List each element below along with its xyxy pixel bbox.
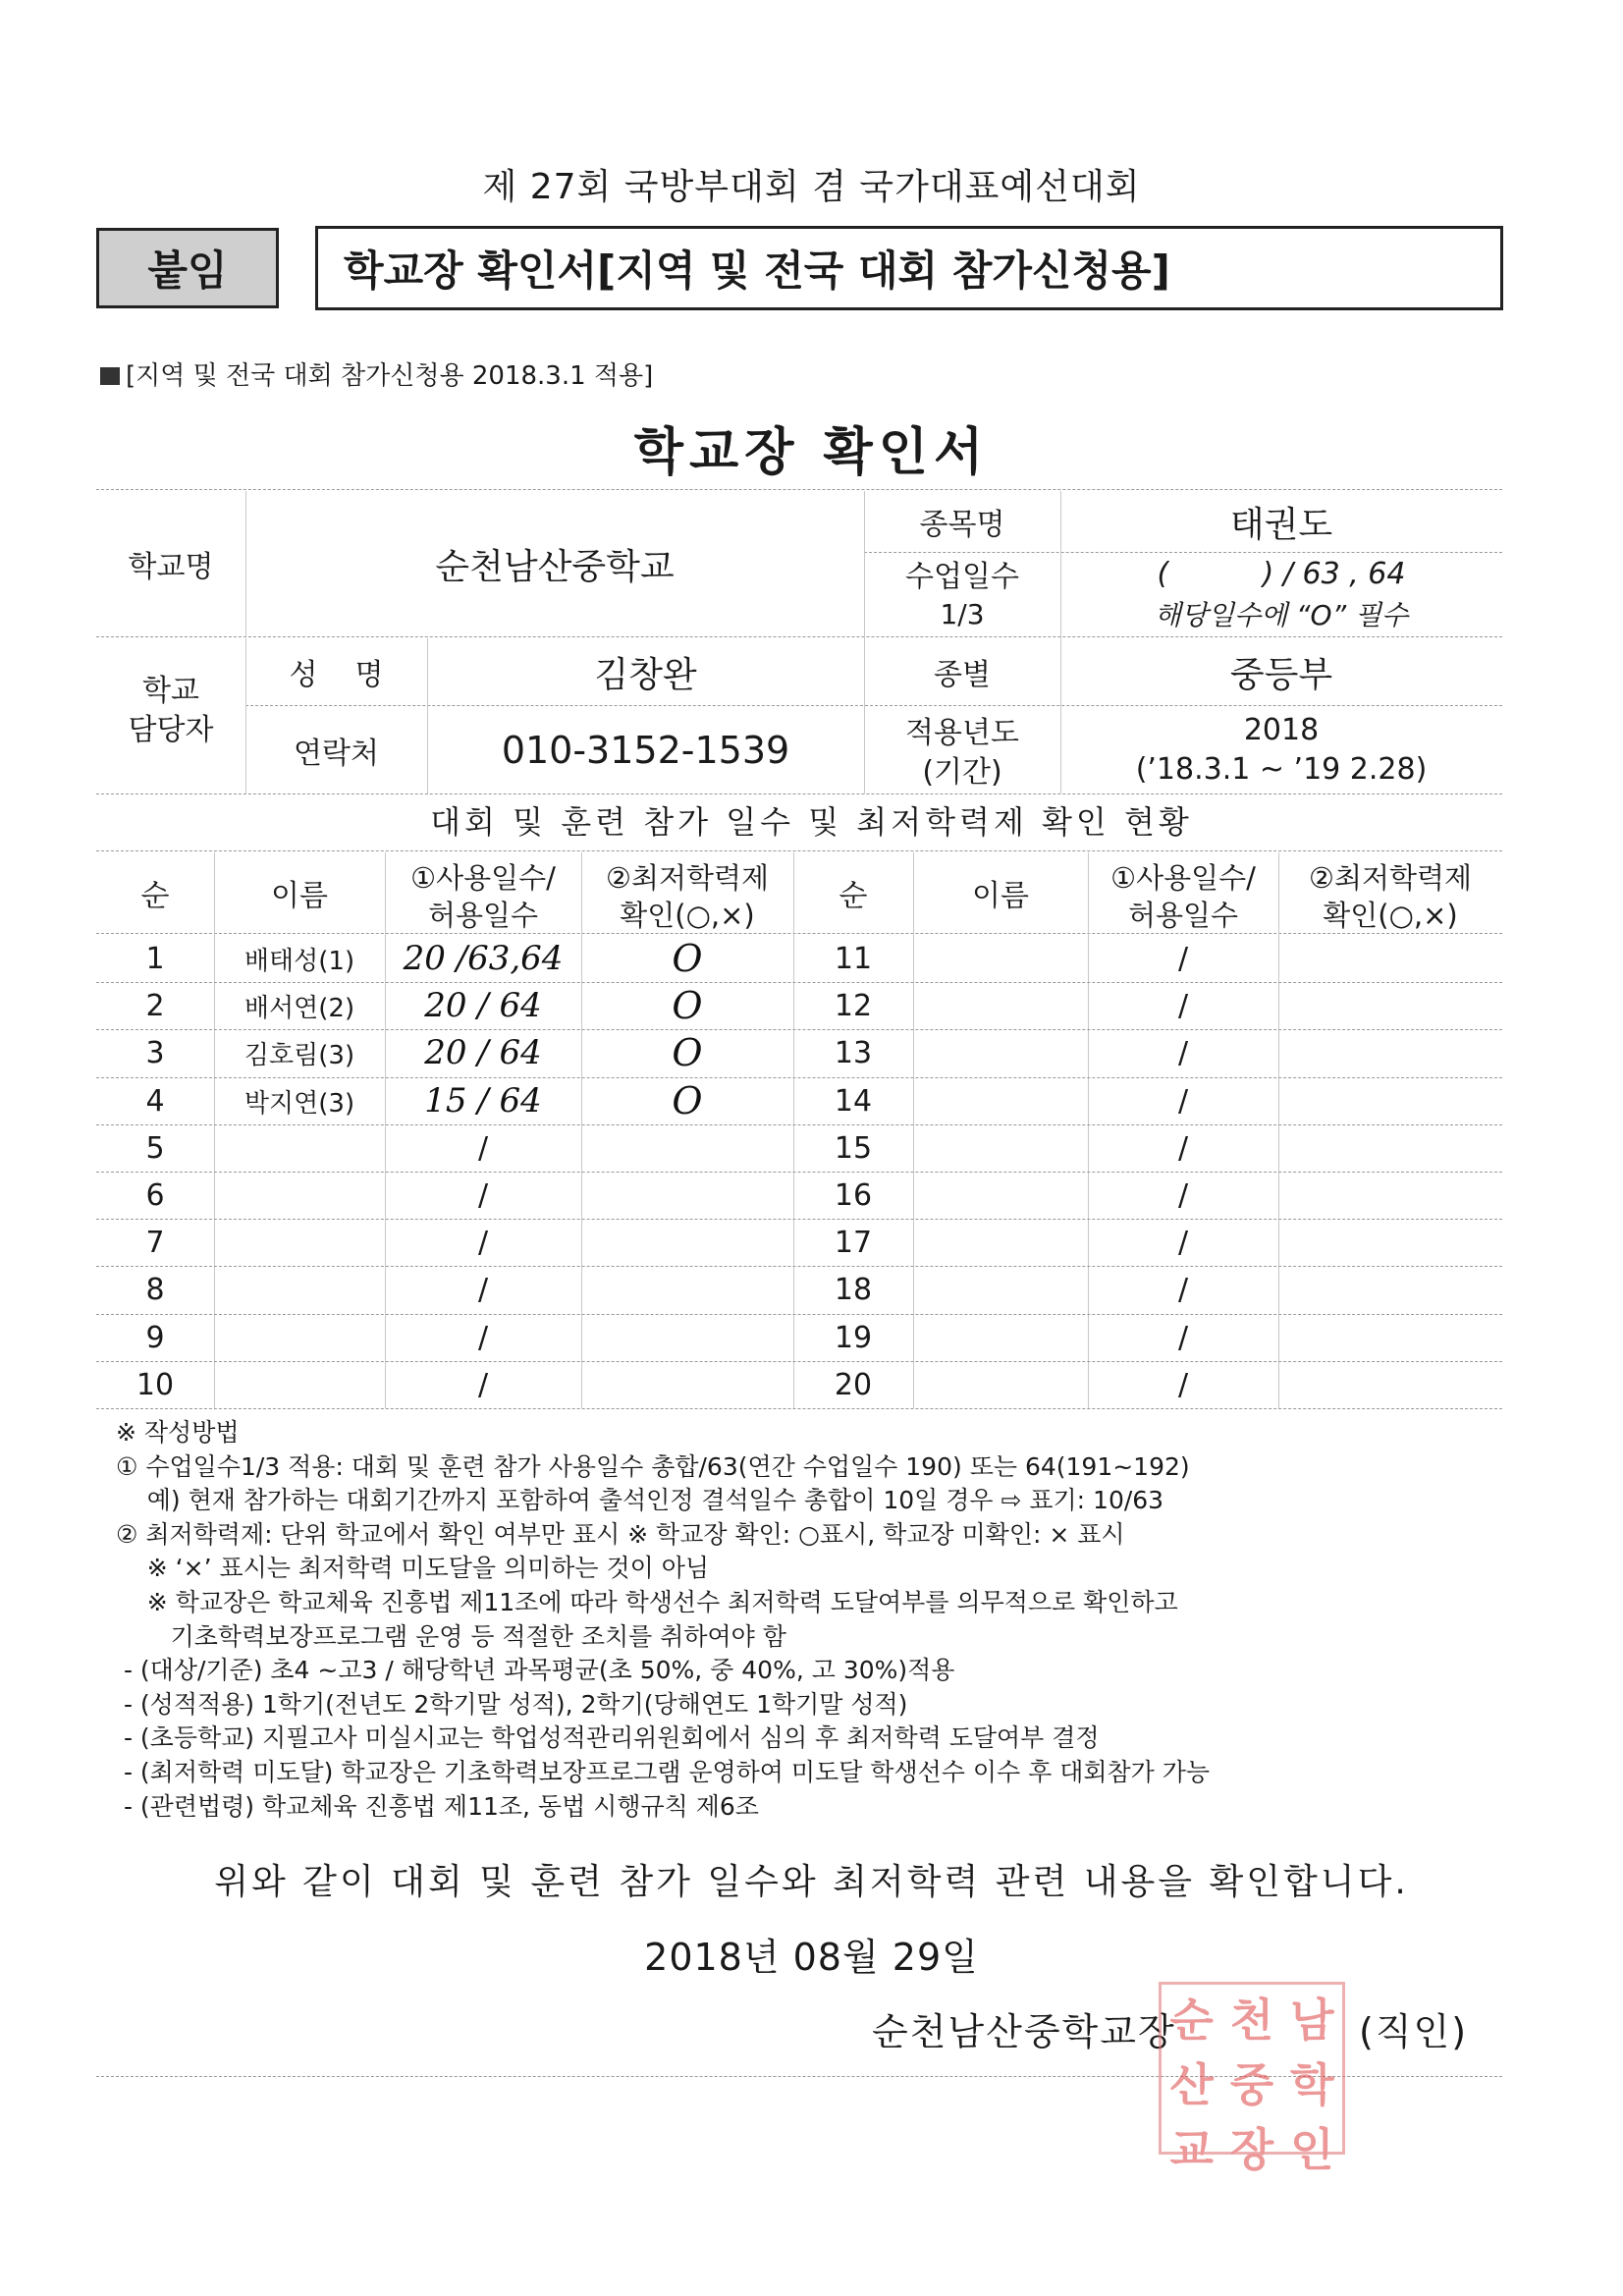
divider (245, 705, 1502, 706)
school-name: 순천남산중학교 (435, 546, 675, 587)
days-used: / (1177, 1177, 1189, 1213)
year-label-2: (기간) (922, 755, 1002, 790)
form-title-box (315, 226, 1503, 310)
days-used: 20 / 64 (424, 986, 542, 1025)
signer: 순천남산중학교장 (872, 2010, 1176, 2053)
athlete-name (214, 1124, 385, 1172)
school-name-label: 학교명 (128, 550, 214, 584)
division-value: 중등부 (1229, 654, 1333, 695)
year-label-1: 적용년도 (905, 716, 1019, 750)
note-line: - (대상/기준) 초4 ~고3 / 해당학년 과목평균(초 50%, 중 40%, 고 30%)적용 (116, 1656, 955, 1685)
athlete-name: 박지연(3) (243, 1088, 355, 1119)
min-check (1278, 1266, 1502, 1313)
athlete-name (913, 935, 1088, 982)
seal-character: 인 (1290, 2123, 1334, 2176)
form-title: 학교장 확인서[지역 및 전국 대회 참가신청용] (344, 246, 1170, 295)
min-check (581, 1172, 793, 1219)
col-min-right-2: 확인(○,×) (1323, 899, 1458, 932)
seal-character: 천 (1229, 1994, 1274, 2047)
row-number: 13 (834, 1035, 873, 1070)
note-line: ② 최저학력제: 단위 학교에서 확인 여부만 표시 ※ 학교장 확인: ○표시, 학교장 미확인: × 표시 (116, 1519, 1125, 1549)
days-used: 20 /63,64 (403, 939, 564, 978)
divider (96, 636, 1502, 637)
athlete-name (214, 1219, 385, 1266)
col-no-right: 순 (839, 879, 868, 913)
athlete-name (913, 1219, 1088, 1266)
min-check (1278, 1219, 1502, 1266)
col-min-left-1: ②최저학력제 (605, 861, 770, 895)
row-number: 17 (834, 1225, 873, 1260)
apply-note-text: [지역 및 전국 대회 참가신청용 2018.3.1 적용] (126, 361, 654, 391)
min-check (581, 1219, 793, 1266)
note-line: - (성적적용) 1학기(전년도 2학기말 성적), 2학기(당해연도 1학기말 성적) (116, 1689, 908, 1719)
days-used: / (1177, 1130, 1189, 1166)
note-line: ※ 작성방법 (116, 1418, 240, 1447)
days-used: / (1177, 1225, 1189, 1260)
days-used: / (1177, 1272, 1189, 1307)
athlete-name (913, 1124, 1088, 1172)
row-number: 8 (145, 1272, 165, 1307)
seal-character: 교 (1169, 2123, 1214, 2176)
min-check (581, 1361, 793, 1408)
athlete-name (913, 982, 1088, 1029)
row-number: 6 (145, 1177, 165, 1213)
min-check (1278, 935, 1502, 982)
col-days-left-2: 허용일수 (427, 899, 539, 932)
section-title: 대회 및 훈련 참가 일수 및 최저학력제 확인 현황 (430, 803, 1193, 841)
athlete-name (214, 1361, 385, 1408)
col-days-left-1: ①사용일수/ (410, 861, 556, 895)
min-check (1278, 1029, 1502, 1076)
athlete-name: 배태성(1) (243, 946, 355, 976)
row-number: 5 (145, 1130, 165, 1166)
note-line: - (초등학교) 지필고사 미실시교는 학업성적관리위원회에서 심의 후 최저학력 도달여부 결정 (116, 1723, 1100, 1753)
class-days-label: 수업일수 (905, 560, 1019, 594)
event-title: 제 27회 국방부대회 겸 국가대표예선대회 (482, 167, 1141, 207)
apply-note (100, 355, 653, 392)
athlete-name: 배서연(2) (243, 993, 355, 1023)
note-line: ※ ‘×’ 표시는 최저학력 미도달을 의미하는 것이 아님 (116, 1554, 710, 1583)
col-name-right: 이름 (972, 879, 1029, 913)
min-check (581, 1124, 793, 1172)
date: 2018년 08월 29일 (644, 1936, 979, 1979)
row-number: 4 (145, 1083, 165, 1119)
athlete-name: 김호림(3) (243, 1040, 355, 1070)
divider (96, 793, 1502, 794)
athlete-name (913, 1077, 1088, 1124)
note-line: 예) 현재 참가하는 대회기간까지 포함하여 출석인정 결석일수 총합이 10일 경우 ⇨ 표기: 10/63 (116, 1486, 1164, 1515)
days-used: / (477, 1367, 489, 1402)
divider (96, 1408, 1502, 1409)
days-used: 20 / 64 (424, 1033, 542, 1072)
class-days-fraction: 1/3 (940, 597, 985, 630)
days-used: / (1177, 941, 1189, 976)
min-check (1278, 1314, 1502, 1361)
min-check: O (672, 1031, 703, 1074)
min-check (1278, 1124, 1502, 1172)
square-bullet-icon (100, 367, 120, 385)
col-days-right-1: ①사용일수/ (1110, 861, 1256, 895)
days-used: / (1177, 988, 1189, 1023)
divider (96, 850, 1502, 851)
document-title: 학교장 확인서 (633, 423, 990, 482)
seal-character: 학 (1290, 2058, 1334, 2111)
athlete-name (214, 1314, 385, 1361)
division-label: 종별 (934, 658, 991, 692)
seal-character: 장 (1229, 2123, 1274, 2176)
class-days-note: 해당일수에 “O” 필수 (1154, 599, 1409, 631)
min-check (1278, 1172, 1502, 1219)
col-no-left: 순 (140, 879, 170, 913)
min-check: O (672, 984, 703, 1027)
days-used: / (477, 1225, 489, 1260)
row-number: 11 (834, 941, 873, 976)
attachment-label: 붙임 (96, 228, 279, 308)
days-used: / (477, 1320, 489, 1355)
athlete-name (214, 1266, 385, 1313)
row-number: 19 (834, 1320, 873, 1355)
note-line: - (최저학력 미도달) 학교장은 기초학력보장프로그램 운영하여 미도달 학생선수 이수 후 대회참가 가능 (116, 1758, 1211, 1786)
days-used: 15 / 64 (424, 1081, 542, 1121)
min-check (581, 1266, 793, 1313)
contact-label: 연락처 (294, 737, 379, 771)
days-used: / (477, 1177, 489, 1213)
days-used: / (1177, 1367, 1189, 1402)
row-number: 16 (834, 1177, 873, 1213)
name-label: 성 명 (289, 658, 384, 692)
athlete-name (913, 1172, 1088, 1219)
min-check (1278, 1361, 1502, 1408)
col-name-left: 이름 (271, 879, 328, 913)
seal-label: (직인) (1359, 2010, 1469, 2053)
row-number: 2 (145, 988, 165, 1023)
days-used: / (1177, 1320, 1189, 1355)
athlete-name (913, 1314, 1088, 1361)
athlete-name (913, 1266, 1088, 1313)
col-days-right-2: 허용일수 (1127, 899, 1239, 932)
min-check (1278, 982, 1502, 1029)
sport-value: 태권도 (1229, 504, 1333, 545)
sport-label: 종목명 (919, 508, 1005, 542)
class-days-value: ( ) / 63 , 64 (1157, 556, 1406, 591)
note-line: 기초학력보장프로그램 운영 등 적절한 조치를 취하여야 함 (116, 1621, 786, 1651)
manager-label-2: 담당자 (128, 713, 214, 747)
manager-name: 김창완 (594, 654, 697, 695)
days-used: / (1177, 1035, 1189, 1070)
period-value: (’18.3.1 ~ ’19 2.28) (1135, 751, 1428, 787)
seal-character: 중 (1229, 2058, 1274, 2111)
min-check: O (672, 1079, 703, 1122)
row-number: 10 (135, 1367, 175, 1402)
manager-label-1: 학교 (142, 674, 199, 708)
row-number: 15 (834, 1130, 873, 1166)
note-line: ① 수업일수1/3 적용: 대회 및 훈련 참가 사용일수 총합/63(연간 수업일수 190) 또는 64(191~192) (116, 1451, 1190, 1481)
seal-character: 순 (1169, 1994, 1214, 2047)
row-number: 7 (145, 1225, 165, 1260)
row-number: 9 (145, 1320, 165, 1355)
note-line: ※ 학교장은 학교체육 진흥법 제11조에 따라 학생선수 최저학력 도달여부를 의무적으로 확인하고 (116, 1588, 1178, 1616)
days-used: / (1177, 1083, 1189, 1119)
athlete-name (913, 1361, 1088, 1408)
row-number: 1 (145, 941, 165, 976)
athlete-name (214, 1172, 385, 1219)
seal-character: 산 (1169, 2058, 1214, 2111)
row-number: 3 (145, 1035, 165, 1070)
row-number: 18 (834, 1272, 873, 1307)
row-number: 14 (834, 1083, 873, 1119)
year-value: 2018 (1243, 712, 1320, 747)
confirmation-text: 위와 같이 대회 및 훈련 참가 일수와 최저학력 관련 내용을 확인합니다. (214, 1862, 1409, 1902)
col-min-left-2: 확인(○,×) (620, 899, 755, 932)
note-line: - (관련법령) 학교체육 진흥법 제11조, 동법 시행규칙 제6조 (116, 1791, 759, 1821)
divider (96, 489, 1502, 490)
min-check: O (672, 937, 703, 980)
athlete-name (913, 1029, 1088, 1076)
contact-value: 010-3152-1539 (501, 729, 790, 772)
official-seal (1159, 1982, 1345, 2176)
days-used: / (477, 1130, 489, 1166)
row-number: 12 (834, 988, 873, 1023)
min-check (581, 1314, 793, 1361)
seal-character: 남 (1290, 1994, 1334, 2047)
min-check (1278, 1077, 1502, 1124)
col-min-right-1: ②최저학력제 (1308, 861, 1473, 895)
row-number: 20 (834, 1367, 873, 1402)
days-used: / (477, 1272, 489, 1307)
